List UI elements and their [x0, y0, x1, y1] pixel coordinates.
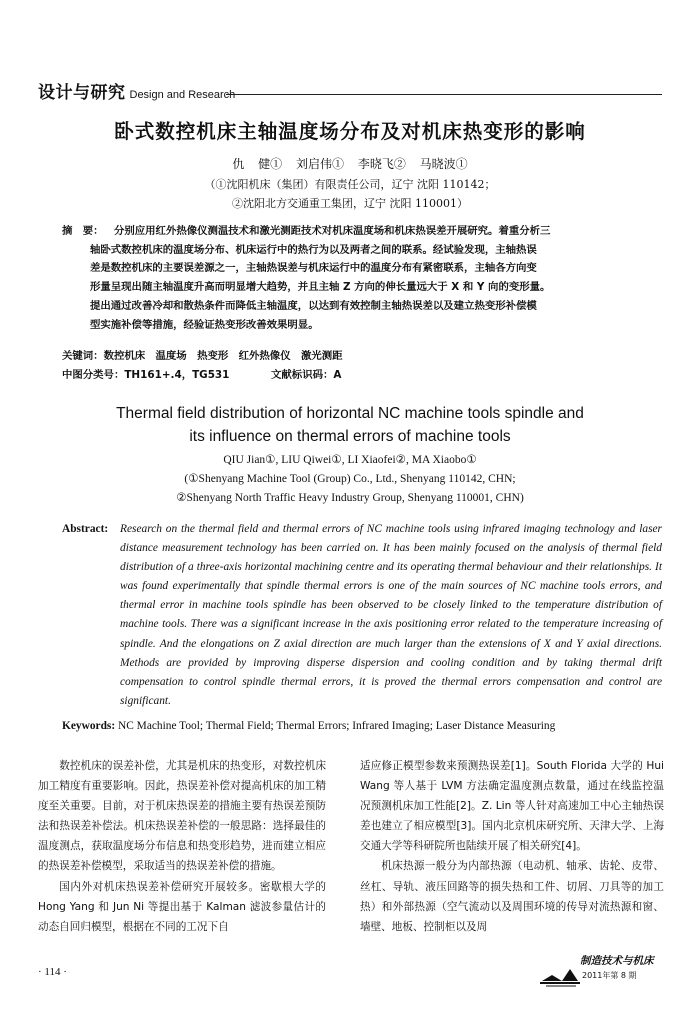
abstract-label-en: Abstract:	[62, 523, 109, 535]
author: 仇 健①	[232, 157, 283, 171]
abstract-line: 形量呈现出随主轴温度升高而明显增大趋势，并且主轴 Z 方向的伸长量远大于 X 和 Y 向的变形量。	[90, 281, 551, 294]
paper-title-en-line: Thermal field distribution of horizontal NC machine tools spindle and	[116, 405, 584, 422]
abstract-en	[62, 520, 662, 711]
body-paragraph: 机床热源一般分为内部热源（电动机、轴承、齿轮、皮带、丝杠、导轨、液压回路等的损失热和工件、切屑、刀具等的加工热）和外部热源（空气流动以及周围环境的传导对流热源和窗、墙壁、地板、控制柜以及周	[360, 860, 664, 933]
paper-title-cn: 卧式数控机床主轴温度场分布及对机床热变形的影响	[114, 120, 586, 143]
body-paragraph: 国内外对机床热误差补偿研究开展较多。密歇根大学的 Hong Yang 和 Jun Ni 等提出基于 Kalman 滤波参量估计的动态自回归模型，根据在不同的工况下自	[38, 880, 326, 933]
affiliation-cn: （①沈阳机床（集团）有限责任公司，辽宁 沈阳 110142；	[204, 178, 496, 191]
affiliation-en: (①Shenyang Machine Tool (Group) Co., Ltd., Shenyang 110142, CHN;	[184, 473, 516, 485]
affiliation-cn: ②沈阳北方交通重工集团，辽宁 沈阳 110001）	[232, 197, 468, 210]
keywords-label-en: Keywords:	[62, 720, 116, 732]
abstract-line: 提出通过改善冷却和散热条件而降低主轴温度，以达到有效控制主轴热误差以及建立热变形补偿模	[90, 299, 537, 312]
doc-code-value: A	[333, 369, 342, 381]
paper-title-en-line: its influence on thermal errors of machine tools	[189, 428, 511, 445]
page-number: · 114 ·	[38, 966, 67, 978]
clc-value: TH161+.4，TG531	[124, 369, 230, 381]
keywords-label-cn: 关键词：	[62, 350, 104, 362]
keywords-en	[62, 720, 662, 732]
doc-code-label: 文献标识码：	[271, 369, 334, 381]
keywords-cn	[62, 347, 343, 362]
body-paragraph: 数控机床的误差补偿，尤其是机床的热变形，对数控机床加工精度有重要影响。因此，热误差补偿对提高机床的加工精度至关重要。目前，对于机床热误差的措施主要有热误差预防法和热误差补偿法。机床热误差补偿的一般思路：选择最佳的温度测点，获取温度场分布信息和热变形趋势，进而建立相应的热误差补偿模型，采取适当的热误差补偿的措施。	[38, 760, 326, 873]
abstract-label-cn: 摘 要：	[62, 225, 104, 237]
abstract-line: 轴卧式数控机床的温度场分布、机床运行中的热行为以及两者之间的联系。经试验发现，主轴热误	[90, 243, 537, 256]
section-tag	[38, 78, 235, 103]
keywords-value-cn: 数控机床 温度场 热变形 红外热像仪 激光测距	[103, 350, 343, 362]
abstract-line: 分别应用红外热像仪测温技术和激光测距技术对机床温度场和机床热误差开展研究。着重分析三	[114, 225, 551, 237]
authors-cn	[0, 155, 700, 172]
header-rule	[226, 94, 662, 95]
clc-label: 中图分类号：	[62, 369, 125, 381]
abstract-line: 差是数控机床的主要误差源之一，主轴热误差与机床运行中的温度分布有紧密联系，主轴各方向变	[90, 262, 537, 275]
abstract-line: 型实施补偿等措施，经验证热变形改善效果明显。	[90, 318, 319, 331]
author: 李晓飞②	[357, 157, 406, 171]
body-paragraph: 适应修正模型参数来预测热误差[1]。South Florida 大学的 Hui Wang 等人基于 LVM 方法确定温度测点数量，通过在线监控温况预测机床加工性能[2]。Z. Lin 等人针对高速加工中心主轴热误差也建立了相应模型[3]。国内北京机床研究所、天津大学、上海交通大学等科研院所也陆续开展了相关研究[4]。	[360, 760, 664, 853]
abstract-cn	[62, 222, 662, 334]
body-column-left	[38, 756, 326, 937]
author: 马晓波①	[419, 157, 468, 171]
journal-issue: 2011年第 8 期	[582, 971, 637, 980]
abstract-text-en: Research on the thermal field and thermal errors of NC machine tools using infrared imaging technology and laser distance measurement technology has been carried on. It has been mainly focused on the analysis of thermal field distribution of a three-axis horizontal machining centre and its operating thermal behaviour and their relationships. It was found experimentally that spindle thermal errors is one of the main sources of NC machine tools errors, and thermal error in machine tools spindle has been observed to be closely linked to the temperature distribution of machine tools. There was a significant increase in the axis positioning error related to the temperature increasing of spindle. And the elongations on Z axial direction are much larger than the extensions of X and Y axial directions. Methods are provided by improving disperse dispersion and cooling condition and by taking thermal drift compensation to control spindle thermal errors, it is proved the thermal errors compensation and control are significant.	[120, 523, 662, 707]
affiliation-en: ②Shenyang North Traffic Heavy Industry Group, Shenyang 110001, CHN)	[176, 492, 524, 504]
section-label-cn: 设计与研究	[38, 83, 126, 103]
classification-cn	[62, 366, 341, 381]
journal-title: 制造技术与机床	[580, 955, 654, 967]
keywords-value-en: NC Machine Tool; Thermal Field; Thermal Errors; Infrared Imaging; Laser Distance Measuring	[118, 720, 556, 732]
section-label-en: Design and Research	[129, 89, 236, 101]
authors-en: QIU Jian①, LIU Qiwei①, LI Xiaofei②, MA Xiaobo①	[223, 454, 477, 466]
author: 刘启伟①	[295, 157, 344, 171]
body-column-right	[360, 756, 664, 937]
